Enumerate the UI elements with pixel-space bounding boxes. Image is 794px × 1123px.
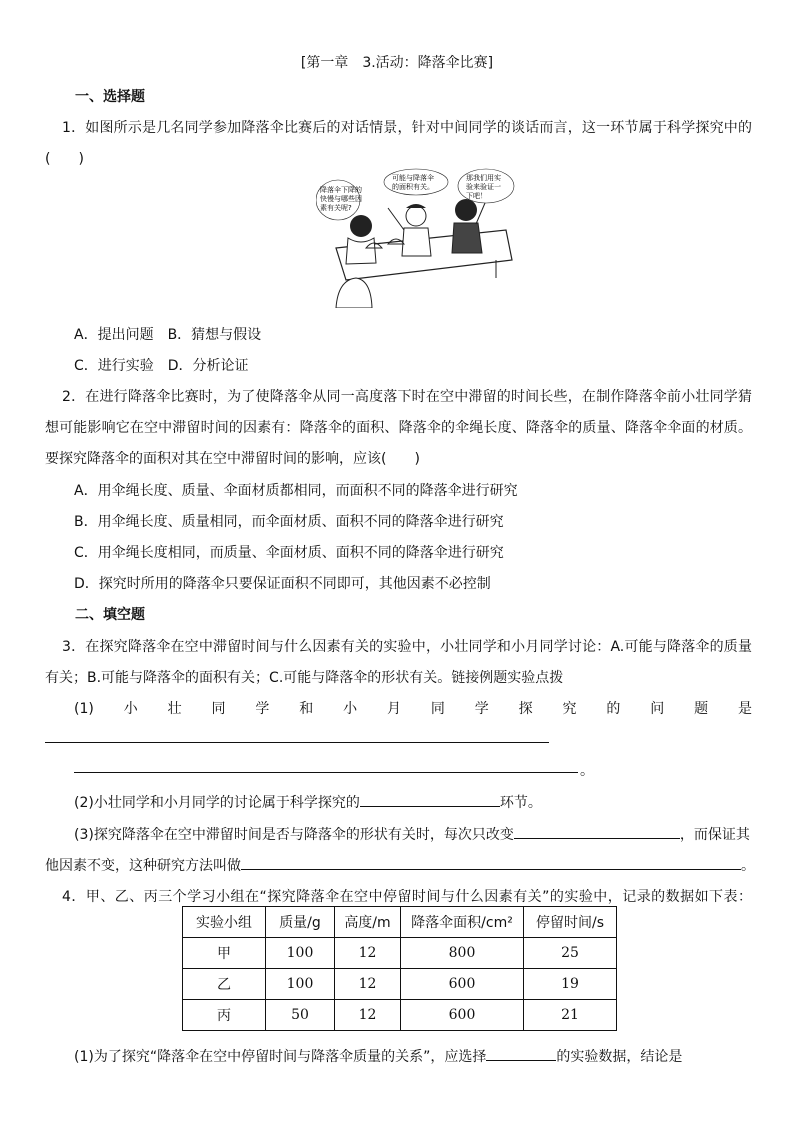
table-row (183, 1000, 617, 1031)
q1-answer-paren: ( ) (45, 151, 84, 167)
q2-option-d: D．探究时所用的降落伞只要保证面积不同即可，其他因素不必控制 (74, 576, 491, 592)
table-header-row (183, 907, 617, 938)
table-cell: 800 (401, 938, 524, 969)
table-cell: 100 (266, 969, 335, 1000)
table-cell: 600 (401, 1000, 524, 1031)
q2-option-a: A．用伞绳长度、质量、伞面材质都相同，而面积不同的降落伞进行研究 (74, 483, 518, 499)
table-cell: 25 (524, 938, 617, 969)
table-header-cell: 降落伞面积/cm² (401, 907, 524, 938)
bubble-right-line-1: 那我们用实 (466, 174, 501, 182)
q3-part1-period: 。 (580, 763, 594, 779)
table-cell: 乙 (183, 969, 266, 1000)
q3-part2-prefix: (2)小壮同学和小月同学的讨论属于科学探究的 (74, 795, 360, 811)
bubble-right-line-2: 验来验证一 (466, 183, 501, 191)
table-cell: 12 (335, 1000, 401, 1031)
table-header-cell: 质量/g (266, 907, 335, 938)
table-cell: 19 (524, 969, 617, 1000)
table-row (183, 969, 617, 1000)
q4-part1-suffix: 的实验数据，结论是 (556, 1049, 683, 1065)
q3-part1-prompt: (1) 小 壮 同 学 和 小 月 同 学 探 究 的 问 题 是 (74, 701, 752, 717)
q2-option-b: B．用伞绳长度、质量相同，而伞面材质、面积不同的降落伞进行研究 (74, 514, 504, 530)
q3-part1-blank-2[interactable] (74, 772, 578, 773)
page-title: [第一章 3.活动：降落伞比赛] (300, 55, 494, 71)
q4-part1 (74, 1046, 682, 1066)
bubble-right-line-3: 下吧！ (466, 192, 487, 200)
table-header-cell: 停留时间/s (524, 907, 617, 938)
table-cell: 12 (335, 938, 401, 969)
q3-part3-cont-end: 。 (741, 858, 755, 874)
q2-option-c: C．用伞绳长度相同，而质量、伞面材质、面积不同的降落伞进行研究 (74, 545, 504, 561)
q4-data-table (182, 906, 617, 1031)
bubble-left-line-2: 快慢与哪些因 (320, 195, 362, 203)
q4-stem: 4．甲、乙、丙三个学习小组在“探究降落伞在空中停留时间与什么因素有关”的实验中，记录的数据如下表： (62, 889, 752, 905)
q1-options-ab: A．提出问题 B．猜想与假设 (74, 327, 262, 343)
q3-part1-blank-1[interactable] (45, 742, 549, 743)
q3-part2-suffix: 环节。 (499, 795, 542, 811)
section-heading-fill: 二、填空题 (75, 607, 145, 623)
q3-part2 (74, 792, 542, 812)
bubble-left-line-1: 降落伞下降的 (320, 186, 362, 194)
q2-stem-line-3: 要探究降落伞的面积对其在空中滞留时间的影响，应该( ) (45, 451, 420, 467)
q4-part1-prefix: (1)为了探究“降落伞在空中停留时间与降落伞质量的关系”，应选择 (74, 1049, 487, 1065)
q3-stem-line-1: 3．在探究降落伞在空中滞留时间与什么因素有关的实验中，小壮同学和小月同学讨论：A.可能与降落伞的质量 (62, 639, 752, 655)
table-cell: 100 (266, 938, 335, 969)
section-heading-choice: 一、选择题 (75, 89, 145, 105)
q3-part3-blank[interactable] (514, 824, 680, 839)
q3-stem-line-2: 有关；B.可能与降落伞的面积有关；C.可能与降落伞的形状有关。链接例题实验点拨 (45, 670, 564, 686)
bubble-mid-line-1: 可能与降落伞 (392, 174, 434, 182)
q2-stem-line-1: 2．在进行降落伞比赛时，为了使降落伞从同一高度落下时在空中滞留的时间长些，在制作降落伞前小壮同学猜 (62, 389, 752, 405)
q3-part3-cont (45, 855, 755, 875)
table-cell: 21 (524, 1000, 617, 1031)
q3-part3-suffix: ，而保证其 (679, 827, 750, 843)
q3-part3-method-blank[interactable] (241, 855, 741, 870)
q3-part3-prefix: (3)探究降落伞在空中滞留时间是否与降落伞的形状有关时，每次只改变 (74, 827, 514, 843)
q1-illustration (316, 168, 516, 308)
table-cell: 50 (266, 1000, 335, 1031)
table-header-cell: 实验小组 (183, 907, 266, 938)
q1-stem: 1．如图所示是几名同学参加降落伞比赛后的对话情景，针对中间同学的谈话而言，这一环节属于科学探究中的 (62, 120, 752, 136)
table-cell: 丙 (183, 1000, 266, 1031)
table-cell: 600 (401, 969, 524, 1000)
q1-options-cd: C．进行实验 D．分析论证 (74, 358, 249, 374)
table-row (183, 938, 617, 969)
table-cell: 甲 (183, 938, 266, 969)
bubble-left-line-3: 素有关呢? (320, 204, 352, 212)
q3-part3 (74, 824, 750, 844)
q4-part1-blank[interactable] (486, 1046, 556, 1061)
q3-part3-cont-prefix: 他因素不变，这种研究方法叫做 (45, 858, 241, 874)
table-cell: 12 (335, 969, 401, 1000)
q2-stem-line-2: 想可能影响它在空中滞留时间的因素有：降落伞的面积、降落伞的伞绳长度、降落伞的质量、降落伞伞面的材质。 (45, 420, 752, 436)
q3-part2-blank[interactable] (360, 792, 500, 807)
bubble-mid-line-2: 的面积有关。 (392, 183, 434, 191)
table-header-cell: 高度/m (335, 907, 401, 938)
